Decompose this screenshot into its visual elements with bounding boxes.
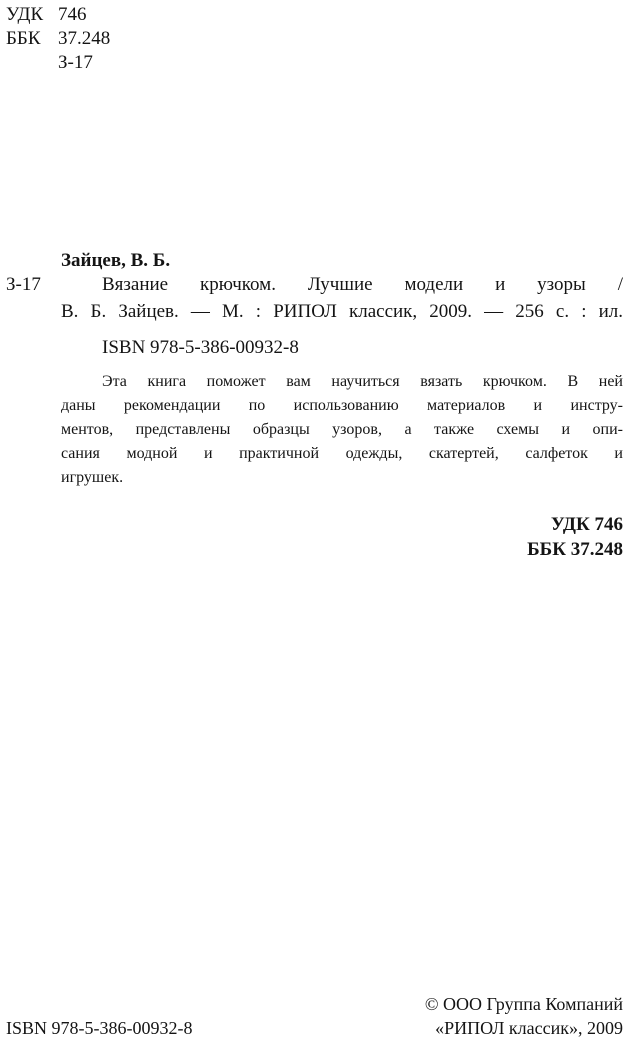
udk-top — [6, 3, 87, 27]
title-line-1: Вязание крючком. Лучшие модели и узоры / — [102, 274, 623, 295]
author-heading: Зайцев, В. Б. — [61, 250, 171, 271]
bbk-top — [6, 27, 110, 51]
udk-value: 746 — [58, 4, 87, 25]
bbk-bottom: ББК 37.248 — [527, 539, 623, 560]
annotation-line-2: даны рекомендации по использованию материалов и инстру- — [61, 397, 623, 414]
bbk-value: 37.248 — [58, 28, 111, 49]
annotation-line-4: сания модной и практичной одежды, скатертей, салфеток и — [61, 445, 623, 462]
annotation-line-3: ментов, представлены образцы узоров, а также схемы и опи- — [61, 421, 623, 438]
isbn-footer: ISBN 978-5-386-00932-8 — [6, 1018, 193, 1038]
annotation-line-1: Эта книга поможет вам научиться вязать крючком. В ней — [102, 373, 623, 390]
copyright-line-1: © ООО Группа Компаний — [424, 994, 623, 1014]
title-line-2: В. Б. Зайцев. — М. : РИПОЛ классик, 2009. — 256 с. : ил. — [61, 301, 623, 322]
bbk-label: ББК — [6, 28, 41, 49]
copyright-line-2: «РИПОЛ классик», 2009 — [435, 1018, 623, 1038]
udk-label: УДК — [6, 4, 44, 25]
author-sign-side: З-17 — [6, 274, 41, 295]
author-sign-top: З-17 — [58, 52, 93, 73]
isbn-entry: ISBN 978-5-386-00932-8 — [102, 337, 299, 358]
udk-bottom: УДК 746 — [550, 514, 623, 535]
annotation-line-5: игрушек. — [61, 469, 124, 486]
